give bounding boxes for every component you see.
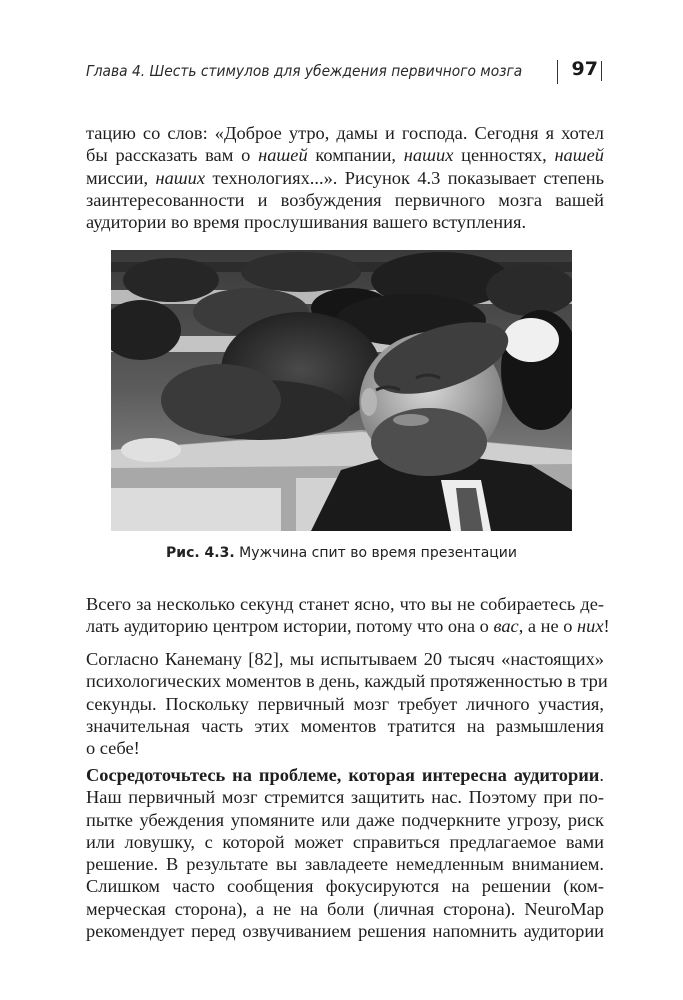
figure-caption: [0, 545, 683, 561]
figure-caption-text: Мужчина спит во время презентации: [234, 545, 517, 561]
text-line: рекомендует перед озвучиванием решения напомнить аудитории: [86, 921, 604, 942]
paragraph-kahneman: [86, 648, 608, 759]
figure-photo: [111, 250, 572, 531]
text-line: или ловушку, с которой может справиться предлагаемое вами: [86, 831, 604, 852]
paragraph-intro: [86, 122, 604, 233]
text-line: пытке убеждения упомяните или даже подчеркните угрозу, риск: [86, 809, 604, 830]
text-line: Наш первичный мозг стремится защитить нас. Поэтому при по-: [86, 787, 604, 808]
text-line: секунды. Поскольку первичный мозг требует личного участия,: [86, 693, 604, 714]
sleeping-audience-photo: [111, 250, 572, 531]
page-number-rule: [601, 61, 602, 81]
page-number: 97: [571, 58, 598, 80]
text-line: мерческая сторона), а не на боли (личная сторона). NeuroMap: [86, 898, 604, 919]
text-line: психологических моментов в день, каждый протяженностью в три: [86, 671, 608, 692]
text-line: о себе!: [86, 738, 140, 759]
text-line: бы рассказать вам о нашей компании, наших ценностях, нашей: [86, 145, 604, 166]
text-line: Согласно Канеману [82], мы испытываем 20 тысяч «настоящих»: [86, 649, 604, 669]
bold-lead-in: Сосредоточьтесь на проблеме, которая интересна аудитории: [86, 765, 600, 785]
text-line: Слишком часто сообщения фокусируются на решении (ком-: [86, 876, 604, 897]
text-line: решение. В результате вы завладеете немедленным вниманием.: [86, 854, 604, 875]
text-line: Всего за несколько секунд станет ясно, что вы не собираетесь де-: [86, 594, 604, 614]
text-line: тацию со слов: «Доброе утро, дамы и господа. Сегодня я хотел: [86, 123, 604, 143]
text-line: Сосредоточьтесь на проблеме, которая интересна аудитории.: [86, 765, 604, 785]
running-header: [86, 60, 604, 86]
paragraph-focus-problem: [86, 764, 604, 942]
paragraph-audience: [86, 593, 610, 638]
text-line: заинтересованности и возбуждения первичного мозга вашей: [86, 189, 604, 210]
header-divider: [557, 60, 558, 84]
text-line: лать аудиторию центром истории, потому что она о вас, а не о них!: [86, 616, 610, 637]
text-line: миссии, наших технологиях...». Рисунок 4.3 показывает степень: [86, 167, 604, 188]
text-line: аудитории во время прослушивания вашего вступления.: [86, 212, 527, 233]
figure-label: Рис. 4.3.: [166, 545, 235, 561]
chapter-title: Глава 4. Шесть стимулов для убеждения первичного мозга: [86, 62, 523, 80]
text-line: значительная часть этих моментов тратится на размышления: [86, 715, 604, 736]
